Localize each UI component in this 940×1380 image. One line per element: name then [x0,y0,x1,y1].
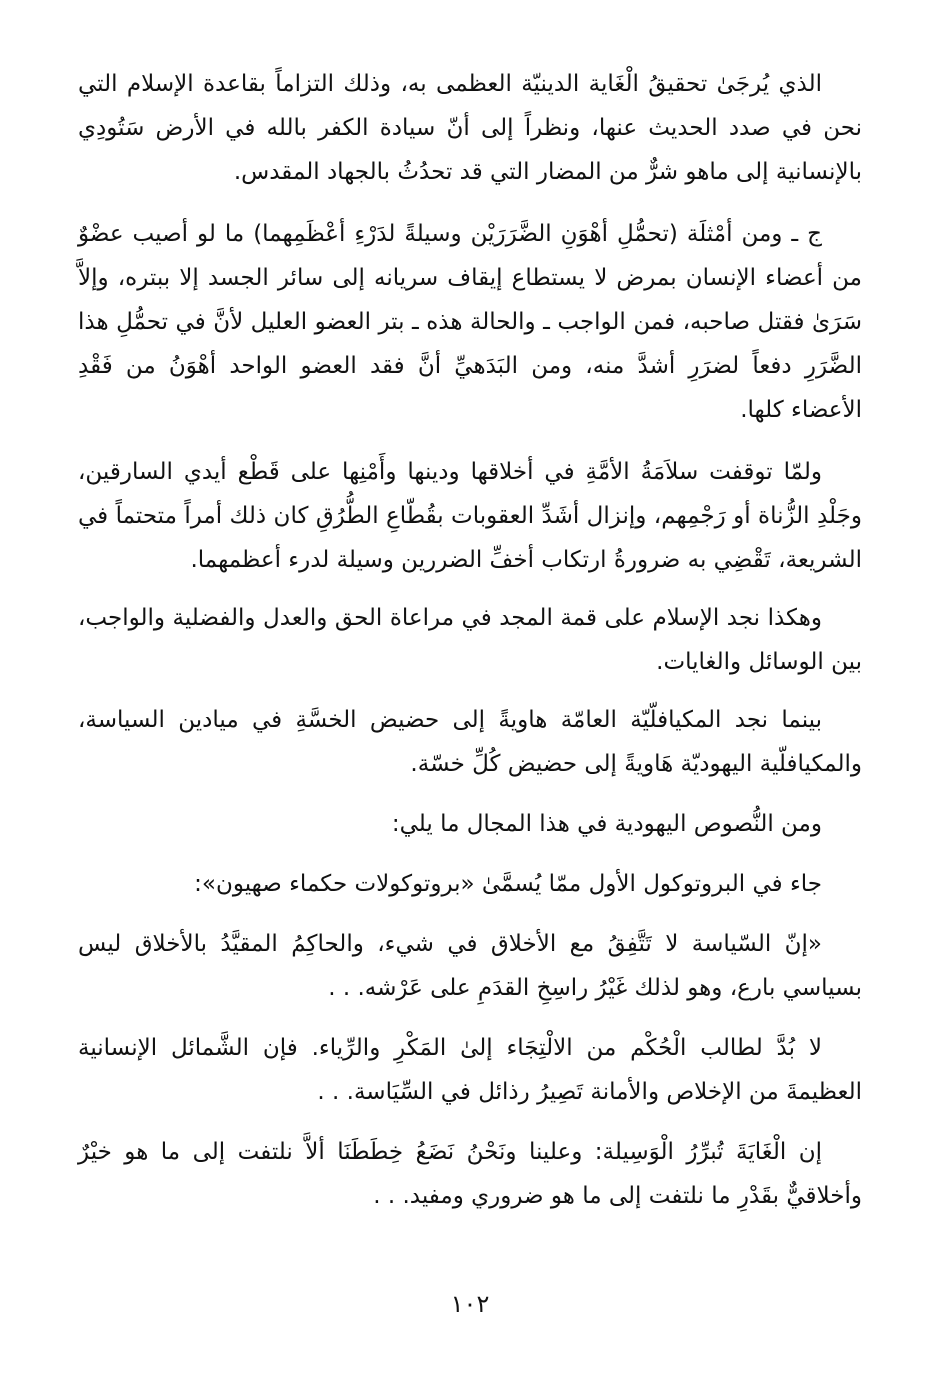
page-number: ١٠٢ [450,1290,490,1318]
page-body [78,62,862,1262]
paragraph-3: ولمّا توقفت سلاَمَةُ الأمَّةِ في أخلاقها ودينها وأَمْنِها على قَطْع أيدي السارقين، وجَلْدِ الزُّناة أو رَجْمِهم، وإنزال أشَدِّ العقوبات بقُطّاعِ الطُّرُقِ كان ذلك أمراً متحتماً في الشريعة، تَقْضِي به ضرورةُ ارتكاب أخفِّ الضررين وسيلة لدرء أعظمهما. [78,459,862,573]
quote-paragraph-2: لا بُدَّ لطالب الْحُكْم من الالْتِجَاء إلىٰ المَكْرِ والرِّياء. فإن الشَّمائل الإنسانية العظيمةَ من الإخلاص والأمانة تَصِيرُ رذائل في السِّيَاسة. . . [78,1035,862,1105]
paragraph-2: ج ـ ومن أمْثلَة (تحمُّلِ أهْوَنِ الضَّرَرَيْن وسيلةً لدَرْءِ أعْظَمِهما) ما لو أصيب عضْوٌ من أعضاء الإنسان بمرض لا يستطاع إيقاف سريانه إلى سائر الجسد إلا ببتره، وإلاَّ سَرَىٰ فقتل صاحبه، فمن الواجب ـ والحالة هذه ـ بتر العضو العليل لأنَّ في تحمُّلِ هذا الضَّرَرِ دفعاً لضرَرِ أشدَّ منه، ومن البَدَهيِّ أنَّ فقد العضو الواحد أهْوَنُ من فَقْدِ الأعضاء كلها. [78,221,862,423]
paragraph-1: الذي يُرجَىٰ تحقيقُ الْغَاية الدينيّة العظمى به، وذلك التزاماً بقاعدة الإسلام التي نحن في صدد الحديث عنها، ونظراً إلى أنّ سيادة الكفر بالله في الأرض سَتُودِي بالإنسانية إلى ماهو شرٌّ من المضار التي قد تحدُثُ بالجهاد المقدس. [78,71,862,185]
quote-paragraph-3: إن الْغَايَةَ تُبرِّرُ الْوَسِيلة: وعلينا ونَحْنُ نَضَعُ خِطَطَنَا ألاَّ نلتفت إلى ما هو خيْرٌ وأخلاقيٌّ بقَدْرِ ما نلتفت إلى ما هو ضروري ومفيد. . . [78,1139,862,1209]
paragraph-7: جاء في البروتوكول الأول ممّا يُسمَّىٰ «بروتوكولات حكماء صهيون»: [194,871,822,897]
paragraph-6: ومن النُّصوص اليهودية في هذا المجال ما يلي: [391,811,822,837]
paragraph-4: وهكذا نجد الإسلام على قمة المجد في مراعاة الحق والعدل والفضلية والواجب، بين الوسائل والغايات. [78,605,862,675]
paragraph-5: بينما نجد المكيافلّيّة العامّة هاويةً إلى حضيض الخسَّةِ في ميادين السياسة، والمكيافلّية اليهوديّة هَاويةً إلى حضيض كُلِّ خسّة. [78,707,862,777]
quote-paragraph-1: «إنّ السّياسة لا تَتَّفِقُ مع الأخلاق في شيء، والحاكِمُ المقيَّدُ بالأخلاق ليس بسياسي بارع، وهو لذلك غَيْرُ راسِخِ القدَمِ على عَرْشه. . . [78,931,862,1001]
